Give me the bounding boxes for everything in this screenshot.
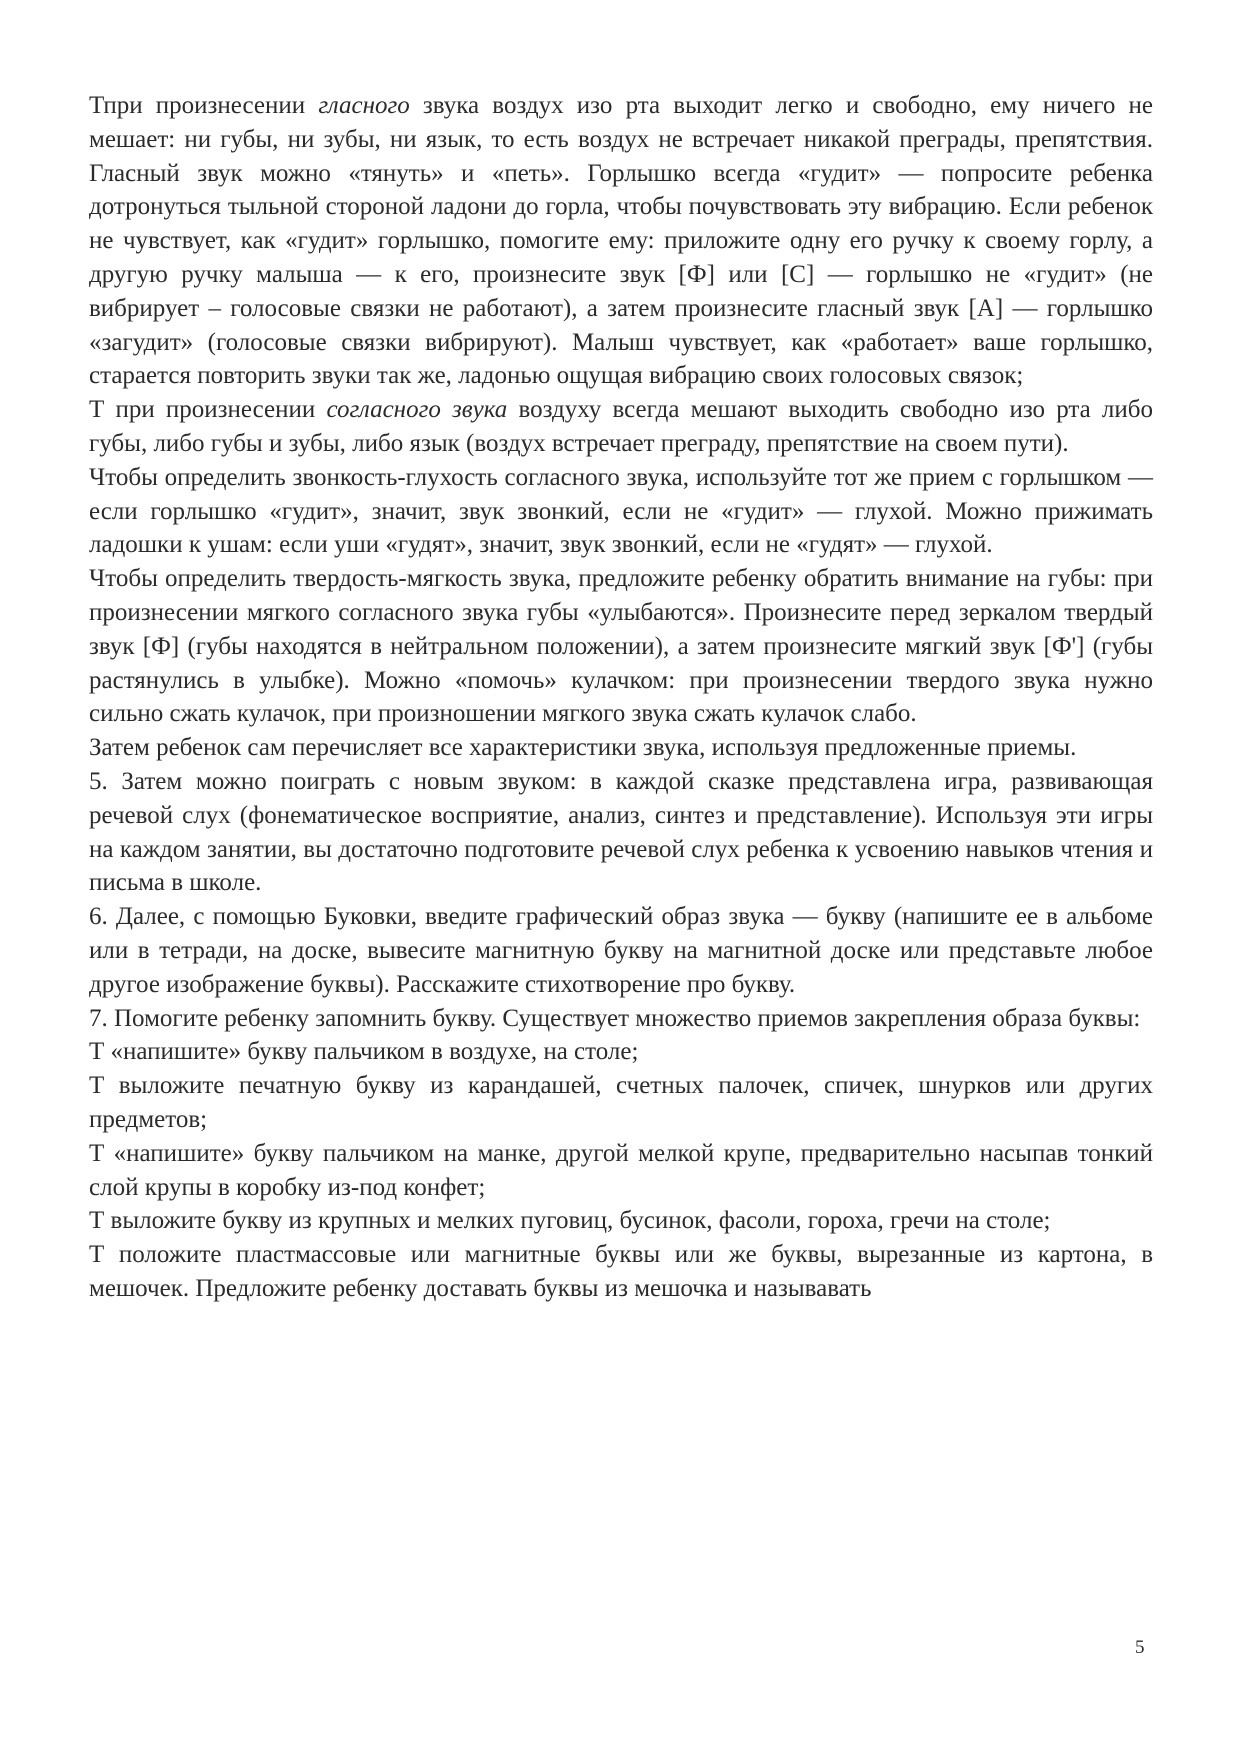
page-number: 5 — [1135, 1637, 1145, 1658]
paragraph-text: звука воздух изо рта выходит легко и свободно, ему ничего не мешает: ни губы, ни зубы, ни язык, то есть воздух не встречает никакой преграды, препятствия. Гласный звук можно «тянуть» и «петь». Горлышко всегда «гудит» — попросите ребенка дотронуться тыльной стороной ладони до горла, чтобы почувствовать эту вибрацию. Если ребенок не чувствует, как «гудит» горлышко, помогите ему: приложите одну его ручку к своему горлу, а другую ручку малыша — к его, произнесите звук [Ф] или [С] — горлышко не «гудит» (не вибрирует – голосовые связки не работают), а затем произнесите гласный звук [А] — горлышко «загудит» (голосовые связки вибрируют). Малыш чувствует, как «работает» ваше горлышко, старается повторить звуки так же, ладонью ощущая вибрацию своих голосовых связок; — [89, 92, 1153, 390]
body-paragraph: Чтобы определить звонкость-глухость согласного звука, используйте тот же прием с горлышком — если горлышко «гудит», значит, звук звонкий, если не «гудит» — глухой. Можно прижимать ладошки к ушам: если уши «гудят», значит, звук звонкий, если не «гудят» — глухой. — [89, 463, 1153, 559]
list-item: Т выложите печатную букву из карандашей, счетных палочек, спичек, шнурков или других предметов; — [89, 1072, 1153, 1133]
list-item: Т «напишите» букву пальчиком в воздухе, на столе; — [89, 1038, 639, 1066]
paragraph-text: Тпри произнесении — [89, 92, 319, 119]
body-paragraph: 7. Помогите ребенку запомнить букву. Существует множество приемов закрепления образа буквы: — [89, 1004, 1141, 1032]
emphasis-text: согласного звука — [326, 396, 508, 424]
body-paragraph: 5. Затем можно поиграть с новым звуком: в каждой сказке представлена игра, развивающая речевой слух (фонематическое восприятие, анализ, синтез и представление). Используя эти игры на каждом занятии, вы достаточно подготовите речевой слух ребенка к усвоению навыков чтения и письма в школе. — [89, 767, 1153, 897]
body-paragraph — [89, 393, 1153, 461]
paragraph-text: Т при произнесении — [89, 396, 327, 424]
emphasis-text: гласного — [318, 92, 410, 119]
paragraph-text: воздуху всегда мешают выходить свободно изо рта либо губы, либо губы и зубы, либо язык (воздух встречает преграду, препятствие на своем пути). — [89, 396, 1153, 457]
body-paragraph: 6. Далее, с помощью Буковки, введите графический образ звука — букву (напишите ее в альбоме или в тетради, на доске, вывесите магнитную букву на магнитной доске или представьте любое другое изображение буквы). Расскажите стихотворение про букву. — [89, 903, 1153, 998]
list-item: Т «напишите» букву пальчиком на манке, другой мелкой крупе, предварительно насыпав тонкий слой крупы в коробку из-под конфет; — [89, 1139, 1153, 1201]
body-paragraph: Чтобы определить твердость-мягкость звука, предложите ребенку обратить внимание на губы: при произнесении мягкого согласного звука губы «улыбаются». Произнесите перед зеркалом твердый звук [Ф] (губы находятся в нейтральном положении), а затем произнесите мягкий звук [Ф'] (губы растянулись в улыбке). Можно «помочь» кулачком: при произнесении твердого звука нужно сильно сжать кулачок, при произношении мягкого звука сжать кулачок слабо. — [89, 565, 1153, 728]
document-page — [89, 89, 1153, 1306]
list-item: Т положите пластмассовые или магнитные буквы или же буквы, вырезанные из картона, в мешочек. Предложите ребенку доставать буквы из мешочка и называвать — [89, 1241, 1153, 1302]
body-paragraph: Затем ребенок сам перечисляет все характеристики звука, используя предложенные приемы. — [89, 734, 1077, 762]
body-paragraph — [89, 89, 1153, 393]
list-item: Т выложите букву из крупных и мелких пуговиц, бусинок, фасоли, гороха, гречи на столе; — [89, 1207, 1051, 1235]
